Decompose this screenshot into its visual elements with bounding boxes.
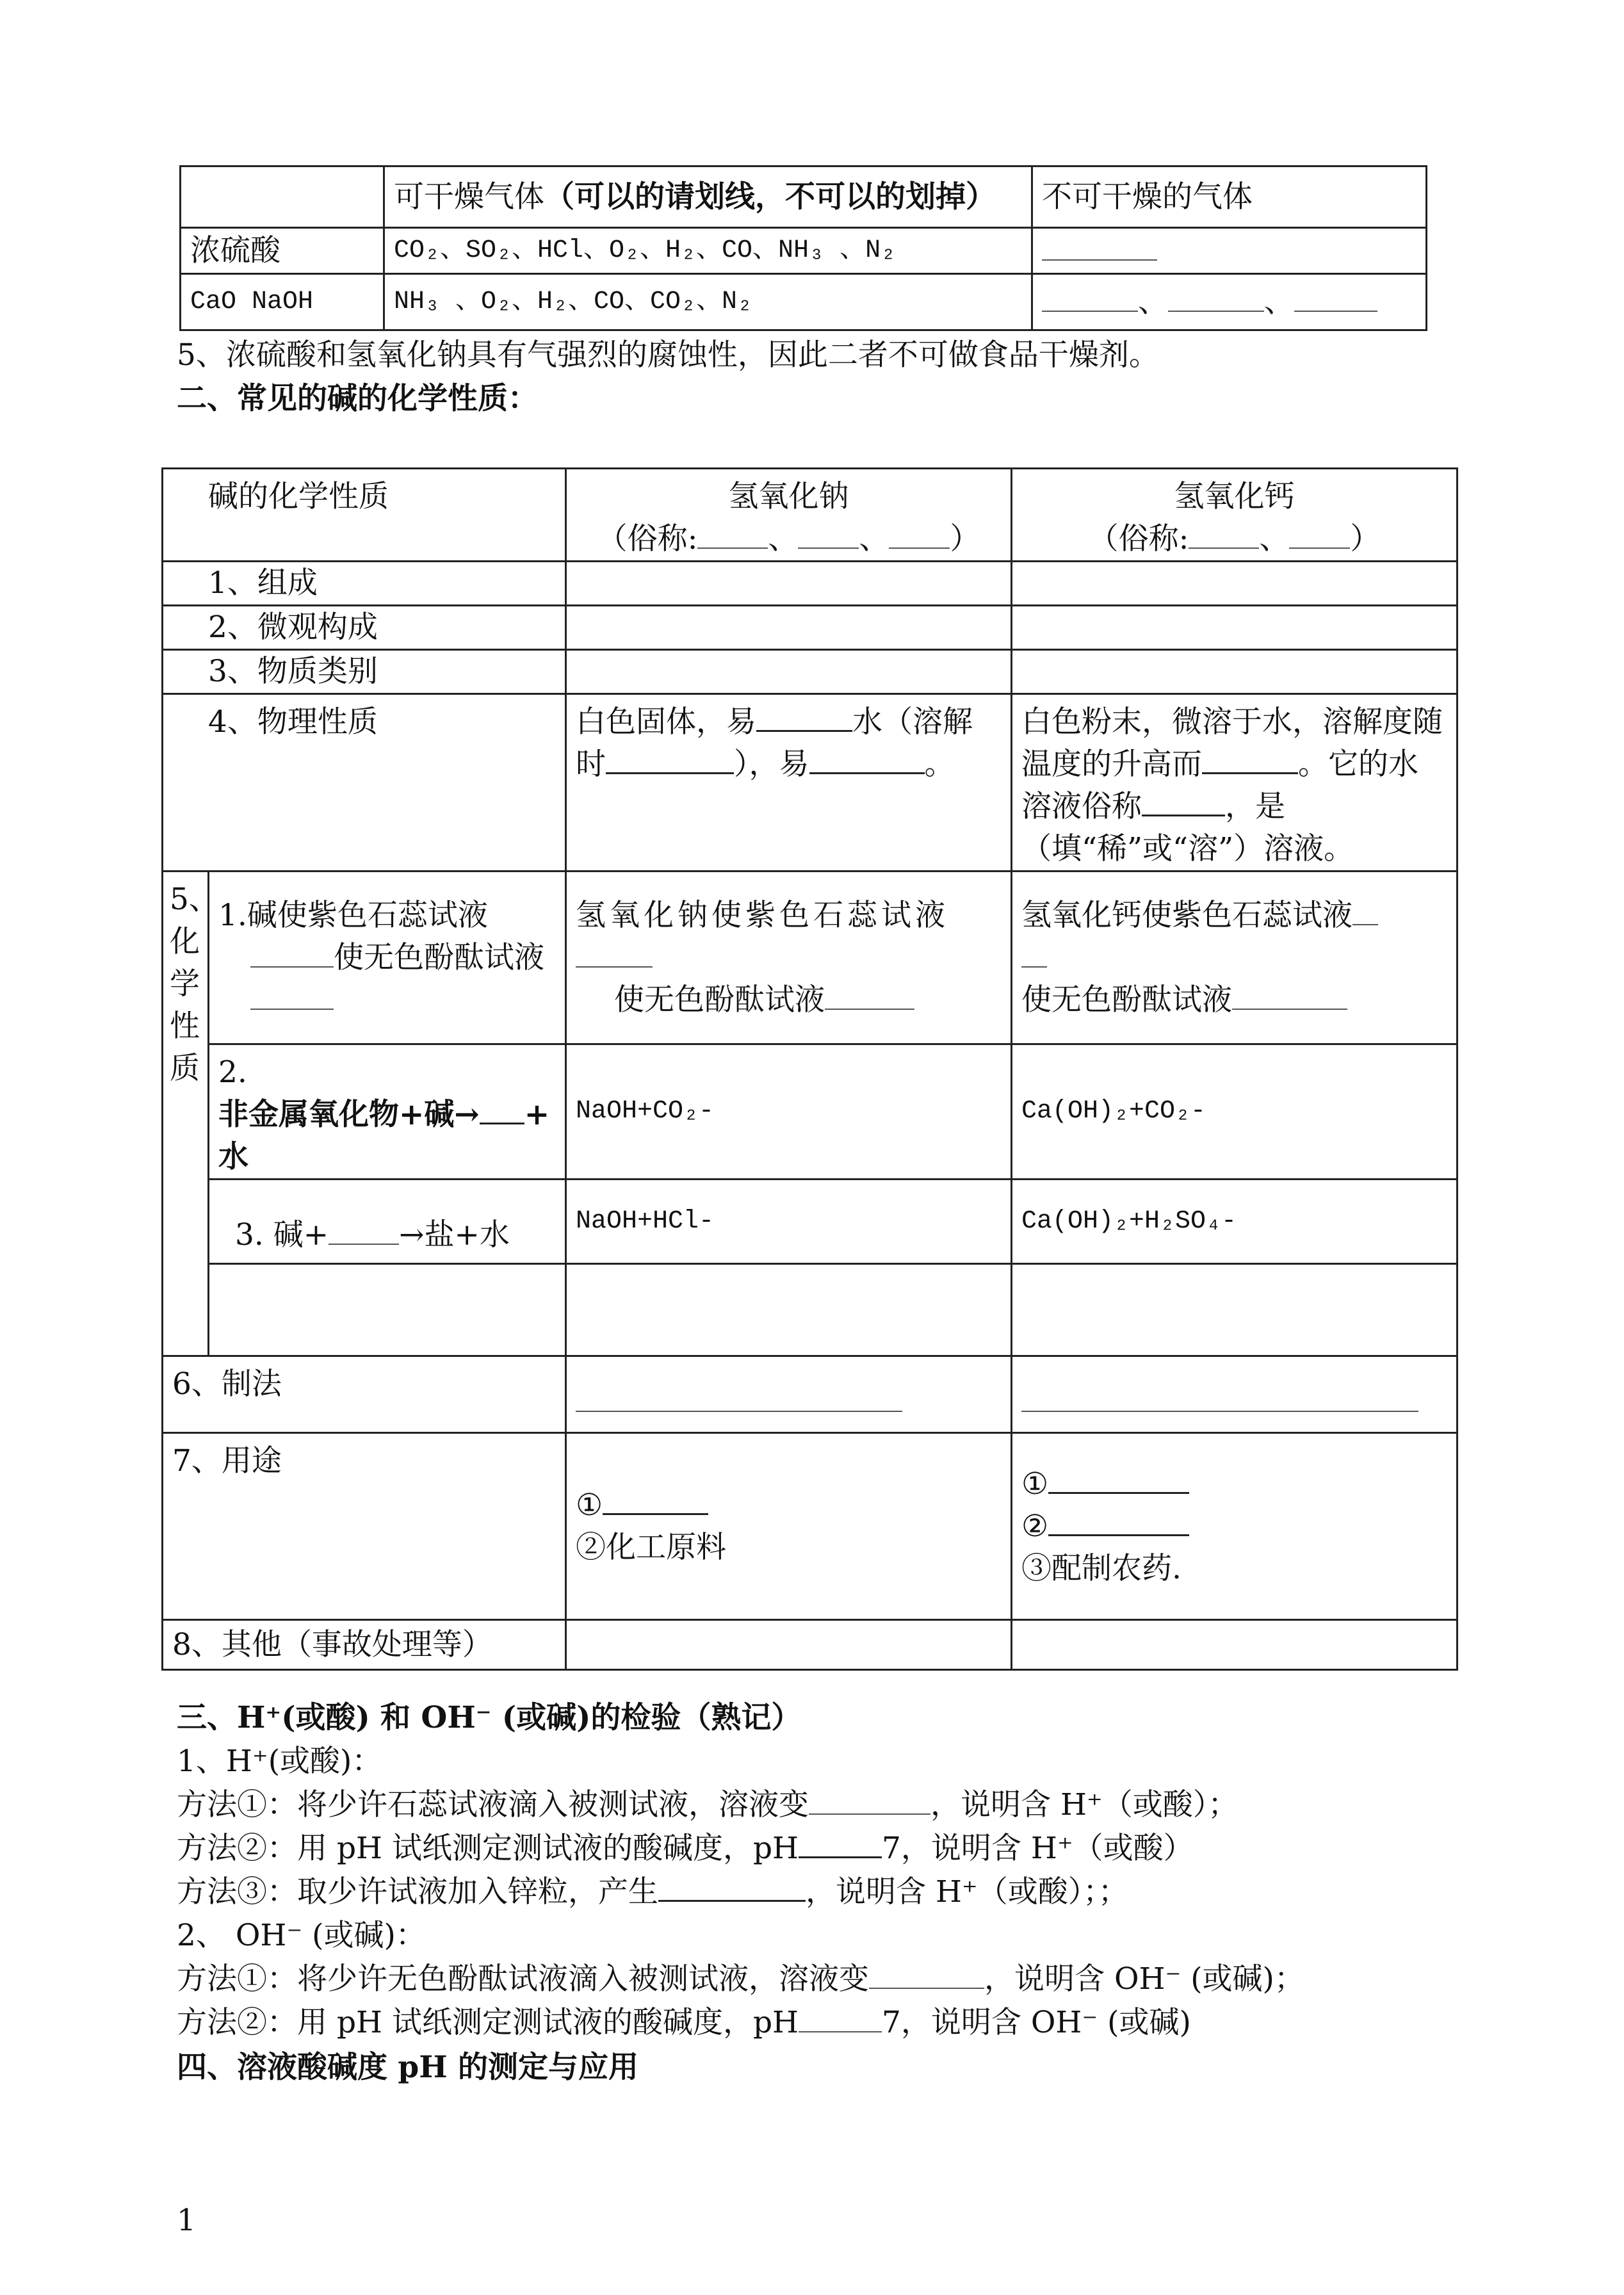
s3-acid-heading: 1、H⁺(或酸)：	[177, 1744, 382, 1779]
t2-usage-caoh: ① ② ③配制农药.	[1012, 1433, 1458, 1620]
t2-chem-indicator: 1.碱使紫色石蕊试液 使无色酚酞试液	[209, 872, 566, 1044]
t2-acid-naoh: NaOH+HCl-	[566, 1180, 1012, 1264]
s3-base-method1: 方法①：将少许无色酚酞试液滴入被测试液，溶液变 ，说明含 OH⁻ (或碱)；	[177, 1961, 1304, 1997]
t1-row2-gases: NH₃ 、O₂、H₂、CO、CO₂、N₂	[384, 274, 1032, 330]
t1-header-not-dryable: 不可干燥的气体	[1032, 166, 1427, 228]
t2-cell-empty	[1012, 1620, 1458, 1670]
t2-nonmetal-caoh: Ca(OH)₂+CO₂-	[1012, 1044, 1458, 1180]
t1-row2-label: CaO NaOH	[181, 274, 384, 330]
t2-header-property: 碱的化学性质	[163, 469, 566, 562]
t2-cell-empty	[566, 562, 1012, 606]
drying-gas-table	[179, 165, 1427, 331]
t2-cell-empty	[1012, 606, 1458, 650]
section2-title: 二、常见的碱的化学性质：	[177, 381, 538, 416]
page-number: 1	[177, 2203, 196, 2238]
t1-row1-gases: CO₂、SO₂、HCl、O₂、H₂、CO、NH₃ 、N₂	[384, 228, 1032, 274]
s3-base-method2: 方法②：用 pH 试纸测定测试液的酸碱度，pH 7，说明含 OH⁻ (或碱)	[177, 2005, 1191, 2040]
t2-nonmetal-naoh: NaOH+CO₂-	[566, 1044, 1012, 1180]
section3-title: 三、H⁺(或酸) 和 OH⁻ (或碱)的检验（熟记）	[177, 1700, 802, 1735]
t2-physical-caoh: 白色粉末，微溶于水，溶解度随温度的升高而 。它的水溶液俗称 ，是（填“稀”或“溶”）溶液。	[1012, 694, 1458, 872]
t2-chem-acid: 3. 碱+ →盐+水	[209, 1180, 566, 1264]
t2-row-usage: 7、用途	[163, 1433, 566, 1620]
t2-acid-caoh: Ca(OH)₂+H₂SO₄-	[1012, 1180, 1458, 1264]
t1-row2-blanks: 、 、	[1032, 274, 1427, 330]
t2-cell-empty	[566, 650, 1012, 694]
t2-chem-nonmetal-oxide: 2. 非金属氧化物+碱→ + 水	[209, 1044, 566, 1180]
t2-chem-properties-label: 5、化学性质	[163, 872, 209, 1356]
note-5: 5、浓硫酸和氢氧化钠具有气强烈的腐蚀性，因此二者不可做食品干燥剂。	[177, 337, 1159, 373]
t2-cell-empty	[566, 1264, 1012, 1356]
t2-physical-naoh: 白色固体，易 水（溶解时 ），易 。	[566, 694, 1012, 872]
t1-row1-label: 浓硫酸	[181, 228, 384, 274]
s3-base-heading: 2、 OH⁻ (或碱)：	[177, 1918, 426, 1953]
t2-row-other: 8、其他（事故处理等）	[163, 1620, 566, 1670]
t2-cell-empty	[566, 606, 1012, 650]
t2-row-category: 3、物质类别	[163, 650, 566, 694]
s3-acid-method3: 方法③：取少许试液加入锌粒，产生 ，说明含 H⁺（或酸）；；	[177, 1874, 1128, 1910]
t2-cell-empty	[566, 1620, 1012, 1670]
base-properties-table	[161, 467, 1458, 1671]
t2-preparation-caoh	[1012, 1356, 1458, 1433]
t2-usage-naoh: ① ②化工原料	[566, 1433, 1012, 1620]
t2-header-caoh: 氢氧化钙 （俗称: 、 ）	[1012, 469, 1458, 562]
t2-indicator-naoh: 氢氧化钠使紫色石蕊试液 使无色酚酞试液	[566, 872, 1012, 1044]
t2-header-naoh: 氢氧化钠 （俗称: 、 、 ）	[566, 469, 1012, 562]
t2-preparation-naoh	[566, 1356, 1012, 1433]
t1-header-dryable: 可干燥气体（可以的请划线，不可以的划掉）	[384, 166, 1032, 228]
t1-header-empty	[181, 166, 384, 228]
t2-cell-empty	[1012, 562, 1458, 606]
t2-row-physical: 4、物理性质	[163, 694, 566, 872]
t2-row-composition: 1、组成	[163, 562, 566, 606]
t2-indicator-caoh: 氢氧化钙使紫色石蕊试液 使无色酚酞试液	[1012, 872, 1458, 1044]
t2-cell-empty	[1012, 1264, 1458, 1356]
section4-title: 四、溶液酸碱度 pH 的测定与应用	[177, 2050, 638, 2085]
s3-acid-method2: 方法②：用 pH 试纸测定测试液的酸碱度，pH 7，说明含 H⁺（或酸）	[177, 1831, 1194, 1866]
s3-acid-method1: 方法①：将少许石蕊试液滴入被测试液，溶液变 ，说明含 H⁺（或酸）；	[177, 1787, 1238, 1822]
t1-row1-blank	[1032, 228, 1427, 274]
t2-cell-empty	[209, 1264, 566, 1356]
t2-cell-empty	[1012, 650, 1458, 694]
t2-row-micro-structure: 2、微观构成	[163, 606, 566, 650]
t2-row-preparation: 6、制法	[163, 1356, 566, 1433]
